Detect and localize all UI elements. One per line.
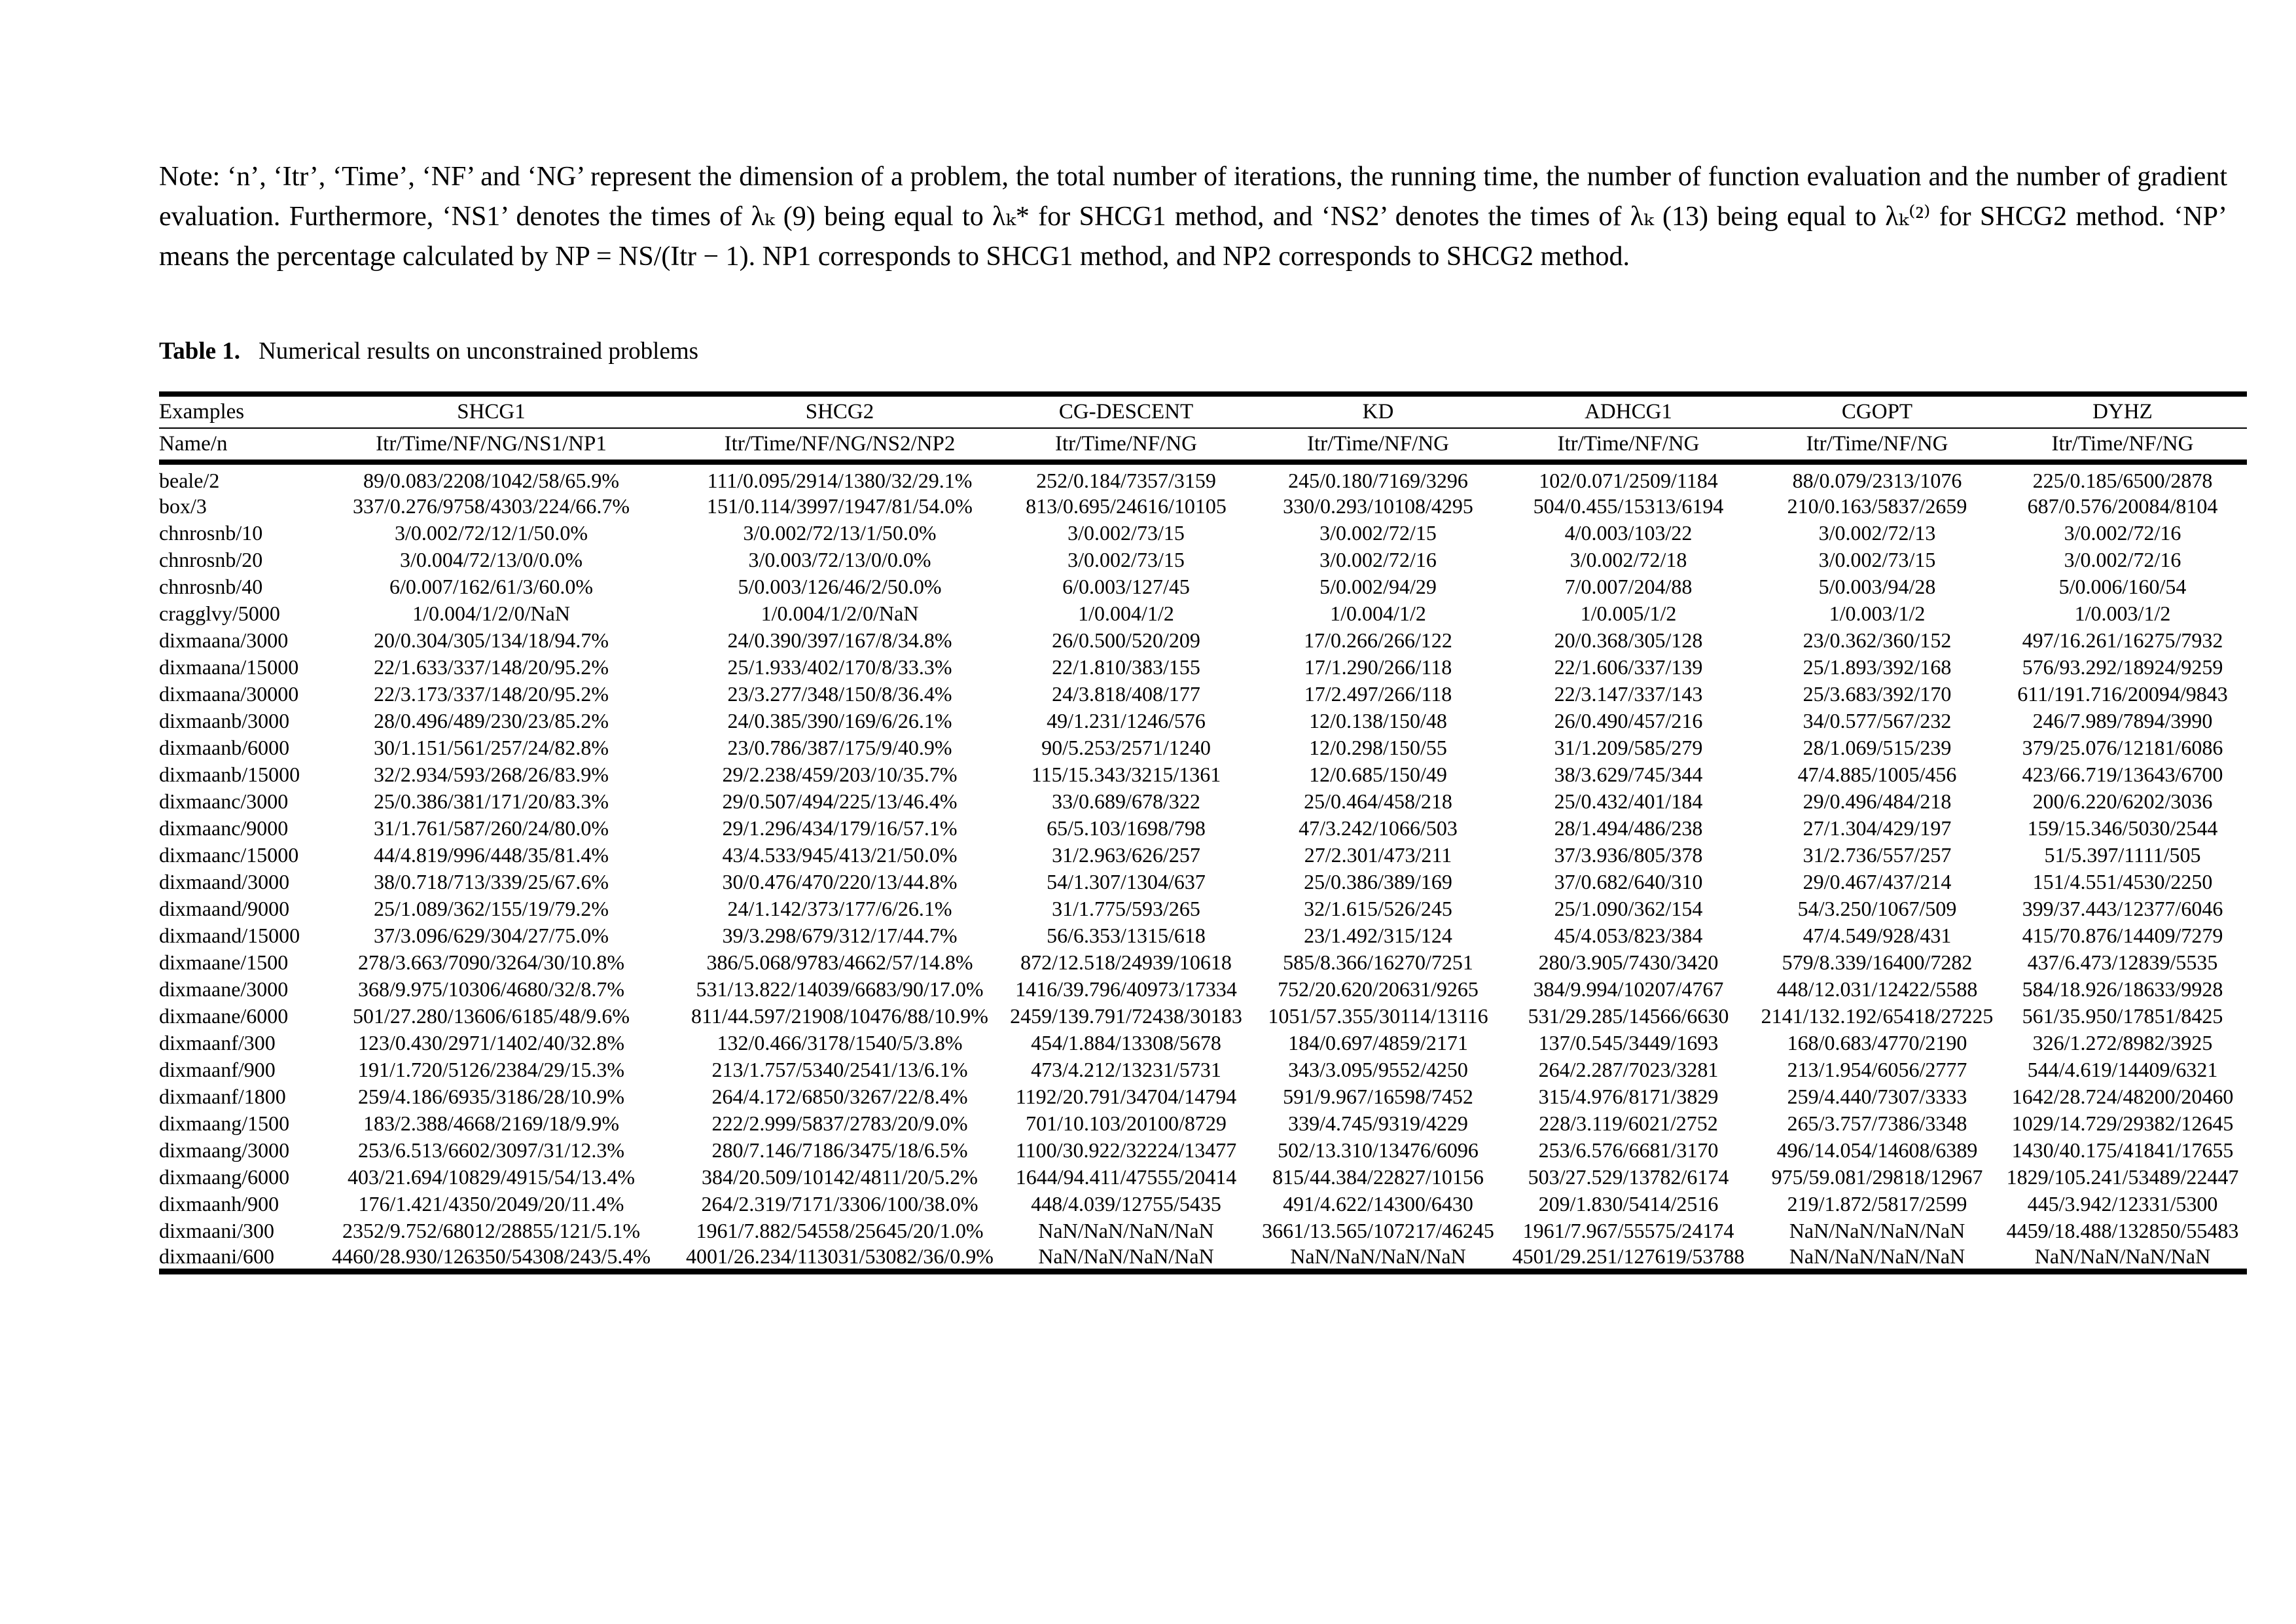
result-cell: 386/5.068/9783/4662/57/14.8% (706, 950, 973, 974)
result-cell: 445/3.942/12331/5300 (2027, 1192, 2218, 1216)
example-name-cell: dixmaanb/15000 (159, 763, 300, 786)
result-cell: 123/0.430/2971/1402/40/32.8% (357, 1031, 625, 1055)
result-cell: 315/4.976/8171/3829 (1538, 1085, 1719, 1108)
result-cell: 252/0.184/7357/3159 (1036, 469, 1216, 492)
result-cell: 37/3.096/629/304/27/75.0% (373, 924, 609, 947)
result-cell: 27/2.301/473/211 (1304, 843, 1452, 867)
result-cell: 17/1.290/266/118 (1304, 655, 1452, 679)
result-cell: 496/14.054/14608/6389 (1776, 1138, 1978, 1162)
result-cell: 253/6.513/6602/3097/31/12.3% (357, 1138, 625, 1162)
result-cell: 368/9.975/10306/4680/32/8.7% (357, 977, 625, 1001)
table-row (159, 1056, 2247, 1083)
result-cell: 47/4.885/1005/456 (1797, 763, 1957, 786)
result-cell: 813/0.695/24616/10105 (1026, 494, 1227, 518)
result-cell: 209/1.830/5414/2516 (1538, 1192, 1719, 1216)
result-cell: 454/1.884/13308/5678 (1031, 1031, 1221, 1055)
subheader-shcg2-metrics: Itr/Time/NF/NG/NS2/NP2 (683, 428, 997, 462)
example-name-cell: dixmaand/3000 (159, 870, 290, 893)
result-cell: 213/1.757/5340/2541/13/6.1% (711, 1058, 968, 1081)
result-cell: 872/12.518/24939/10618 (1020, 950, 1232, 974)
result-cell: 12/0.685/150/49 (1309, 763, 1447, 786)
result-cell: 30/1.151/561/257/24/82.8% (373, 736, 609, 759)
table-header-group-row (159, 394, 2247, 428)
result-cell: 330/0.293/10108/4295 (1283, 494, 1473, 518)
result-cell: 503/27.529/13782/6174 (1528, 1165, 1729, 1189)
column-header-kd: KD (1255, 394, 1501, 428)
example-name-cell: box/3 (159, 494, 207, 518)
table-row (159, 895, 2247, 922)
result-cell: 544/4.619/14409/6321 (2027, 1058, 2218, 1081)
result-cell: 176/1.421/4350/2049/20/11.4% (358, 1192, 624, 1216)
result-cell: 24/3.818/408/177 (1052, 682, 1200, 706)
result-cell: 37/0.682/640/310 (1554, 870, 1703, 893)
result-cell: 531/13.822/14039/6683/90/17.0% (696, 977, 984, 1001)
result-cell: 31/1.775/593/265 (1052, 897, 1200, 920)
result-cell: 2459/139.791/72438/30183 (1010, 1004, 1242, 1028)
table-row (159, 1137, 2247, 1164)
result-cell: 448/4.039/12755/5435 (1031, 1192, 1221, 1216)
result-cell: 17/2.497/266/118 (1304, 682, 1452, 706)
result-cell: 3/0.002/72/13 (1818, 521, 1936, 545)
result-cell: 43/4.533/945/413/21/50.0% (722, 843, 958, 867)
result-cell: 24/1.142/373/177/6/26.1% (727, 897, 952, 920)
subheader-name-n: Name/n (159, 428, 300, 462)
result-cell: 25/0.386/389/169 (1304, 870, 1452, 893)
table-row (159, 949, 2247, 976)
result-cell: 184/0.697/4859/2171 (1288, 1031, 1468, 1055)
example-name-cell: dixmaana/3000 (159, 628, 289, 652)
result-cell: 47/3.242/1066/503 (1299, 816, 1458, 840)
table-row (159, 976, 2247, 1003)
result-cell: 339/4.745/9319/4229 (1288, 1111, 1468, 1135)
result-cell: 12/0.298/150/55 (1309, 736, 1447, 759)
result-cell: 26/0.500/520/209 (1052, 628, 1200, 652)
example-name-cell: dixmaanc/3000 (159, 789, 289, 813)
result-cell: 24/0.390/397/167/8/34.8% (727, 628, 952, 652)
result-cell: NaN/NaN/NaN/NaN (2034, 1244, 2211, 1268)
result-cell: 591/9.967/16598/7452 (1283, 1085, 1473, 1108)
example-name-cell: dixmaane/3000 (159, 977, 289, 1001)
result-cell: 22/1.810/383/155 (1052, 655, 1200, 679)
result-cell: 225/0.185/6500/2878 (2032, 469, 2213, 492)
example-name-cell: chnrosnb/20 (159, 548, 263, 571)
table-header-sub-row (159, 428, 2247, 462)
result-cell: 228/3.119/6021/2752 (1539, 1111, 1718, 1135)
result-cell: 115/15.343/3215/1361 (1031, 763, 1221, 786)
result-cell: 183/2.388/4668/2169/18/9.9% (363, 1111, 620, 1135)
result-cell: 4/0.003/103/22 (1564, 521, 1693, 545)
result-cell: 3/0.002/72/15 (1319, 521, 1437, 545)
result-cell: 687/0.576/20084/8104 (2027, 494, 2218, 518)
example-name-cell: chnrosnb/40 (159, 575, 263, 598)
table-row (159, 1164, 2247, 1191)
result-cell: 561/35.950/17851/8425 (2022, 1004, 2223, 1028)
example-name-cell: dixmaang/3000 (159, 1138, 290, 1162)
result-cell: 26/0.490/457/216 (1554, 709, 1703, 732)
result-cell: 253/6.576/6681/3170 (1538, 1138, 1719, 1162)
result-cell: 25/0.386/381/171/20/83.3% (373, 789, 609, 813)
result-cell: 47/4.549/928/431 (1803, 924, 1952, 947)
table-row (159, 493, 2247, 520)
result-cell: 611/191.716/20094/9843 (2017, 682, 2228, 706)
result-cell: 584/18.926/18633/9928 (2022, 977, 2223, 1001)
result-cell: 3661/13.565/107217/46245 (1262, 1219, 1494, 1242)
result-cell: 448/12.031/12422/5588 (1776, 977, 1978, 1001)
result-cell: 4501/29.251/127619/53788 (1512, 1244, 1745, 1268)
table-row (159, 788, 2247, 815)
result-cell: 1/0.004/1/2/0/NaN (761, 602, 919, 625)
result-cell: 6/0.003/127/45 (1062, 575, 1190, 598)
result-cell: 31/2.963/626/257 (1052, 843, 1200, 867)
result-cell: 1100/30.922/32224/13477 (1015, 1138, 1237, 1162)
result-cell: 12/0.138/150/48 (1309, 709, 1447, 732)
table-caption (159, 337, 698, 365)
result-cell: 585/8.366/16270/7251 (1283, 950, 1473, 974)
result-cell: 88/0.079/2313/1076 (1792, 469, 1962, 492)
result-cell: 5/0.003/126/46/2/50.0% (738, 575, 942, 598)
result-cell: 579/8.339/16400/7282 (1782, 950, 1973, 974)
result-cell: 1/0.004/1/2 (1330, 602, 1426, 625)
table-row (159, 1244, 2247, 1272)
example-name-cell: dixmaana/30000 (159, 682, 299, 706)
result-cell: 473/4.212/13231/5731 (1031, 1058, 1221, 1081)
result-cell: 4460/28.930/126350/54308/243/5.4% (331, 1244, 651, 1268)
example-name-cell: dixmaang/6000 (159, 1165, 290, 1189)
result-cell: 811/44.597/21908/10476/88/10.9% (691, 1004, 988, 1028)
column-header-dyhz: DYHZ (1998, 394, 2247, 428)
result-cell: 151/0.114/3997/1947/81/54.0% (707, 494, 973, 518)
result-cell: 3/0.002/73/15 (1067, 548, 1185, 571)
column-header-cgopt: CGOPT (1756, 394, 1998, 428)
result-cell: 3/0.002/72/13/1/50.0% (743, 521, 937, 545)
result-cell: 1642/28.724/48200/20460 (2011, 1085, 2234, 1108)
example-name-cell: dixmaanf/300 (159, 1031, 276, 1055)
result-cell: 5/0.006/160/54 (2058, 575, 2187, 598)
table-row (159, 842, 2247, 869)
result-cell: 29/1.296/434/179/16/57.1% (722, 816, 958, 840)
result-cell: 3/0.002/72/18 (1570, 548, 1687, 571)
result-cell: 28/1.069/515/239 (1803, 736, 1952, 759)
table-row (159, 1218, 2247, 1244)
result-cell: 1/0.004/1/2 (1078, 602, 1174, 625)
example-name-cell: dixmaane/1500 (159, 950, 289, 974)
result-cell: 701/10.103/20100/8729 (1026, 1111, 1227, 1135)
result-cell: 245/0.180/7169/3296 (1288, 469, 1468, 492)
result-cell: 264/4.172/6850/3267/22/8.4% (711, 1085, 968, 1108)
subheader-kd-metrics: Itr/Time/NF/NG (1255, 428, 1501, 462)
result-cell: 38/0.718/713/339/25/67.6% (373, 870, 609, 893)
result-cell: 32/2.934/593/268/26/83.9% (373, 763, 609, 786)
example-name-cell: dixmaani/600 (159, 1244, 274, 1268)
column-header-cg-descent: CG-DESCENT (997, 394, 1255, 428)
result-cell: 3/0.002/72/12/1/50.0% (394, 521, 588, 545)
result-cell: 22/1.633/337/148/20/95.2% (373, 655, 609, 679)
result-cell: 33/0.689/678/322 (1052, 789, 1200, 813)
result-cell: 51/5.397/1111/505 (2044, 843, 2201, 867)
result-cell: 23/0.362/360/152 (1803, 628, 1952, 652)
example-name-cell: dixmaanf/900 (159, 1058, 276, 1081)
result-cell: 1051/57.355/30114/13116 (1268, 1004, 1488, 1028)
table-row (159, 922, 2247, 949)
subheader-cgopt-metrics: Itr/Time/NF/NG (1756, 428, 1998, 462)
example-name-cell: dixmaanf/1800 (159, 1085, 286, 1108)
result-cell: 22/3.173/337/148/20/95.2% (373, 682, 609, 706)
result-cell: 1961/7.882/54558/25645/20/1.0% (696, 1219, 984, 1242)
table-row (159, 627, 2247, 654)
result-cell: 3/0.002/73/15 (1067, 521, 1185, 545)
result-cell: 4459/18.488/132850/55483 (2006, 1219, 2239, 1242)
result-cell: 32/1.615/526/245 (1304, 897, 1452, 920)
result-cell: 3/0.002/72/16 (1319, 548, 1437, 571)
result-cell: 259/4.186/6935/3186/28/10.9% (357, 1085, 625, 1108)
result-cell: 504/0.455/15313/6194 (1533, 494, 1724, 518)
result-cell: 30/0.476/470/220/13/44.8% (722, 870, 958, 893)
result-cell: 1029/14.729/29382/12645 (2011, 1111, 2234, 1135)
result-cell: NaN/NaN/NaN/NaN (1789, 1219, 1965, 1242)
note-paragraph: Note: ‘n’, ‘Itr’, ‘Time’, ‘NF’ and ‘NG’ represent the dimension of a problem, the total number of iterations, the running time, the number of function evaluation and the number of gradient evaluation. Furthermore, ‘NS1’ denotes the times of λₖ (9) being equal to λₖ* for SHCG1 method, and ‘NS2’ denotes the times of λₖ (13) being equal to λₖ⁽²⁾ for SHCG2 method. ‘NP’ means the percentage calculated by NP = NS/(Itr − 1). NP1 corresponds to SHCG1 method, and NP2 corresponds to SHCG2 method. (159, 162, 2227, 272)
result-cell: 25/0.432/401/184 (1554, 789, 1703, 813)
result-cell: 7/0.007/204/88 (1564, 575, 1693, 598)
result-cell: 1416/39.796/40973/17334 (1015, 977, 1237, 1001)
result-cell: 20/0.368/305/128 (1554, 628, 1703, 652)
result-cell: 191/1.720/5126/2384/29/15.3% (357, 1058, 625, 1081)
result-cell: 1829/105.241/53489/22447 (2006, 1165, 2239, 1189)
result-cell: 265/3.757/7386/3348 (1787, 1111, 1967, 1135)
table-row (159, 1083, 2247, 1110)
table-row (159, 654, 2247, 681)
result-cell: 1644/94.411/47555/20414 (1015, 1165, 1237, 1189)
result-cell: 132/0.466/3178/1540/5/3.8% (717, 1031, 963, 1055)
result-cell: 65/5.103/1698/798 (1047, 816, 1206, 840)
column-header-examples: Examples (159, 394, 300, 428)
result-cell: 29/0.507/494/225/13/46.4% (722, 789, 958, 813)
result-cell: 399/37.443/12377/6046 (2022, 897, 2223, 920)
result-cell: 815/44.384/22827/10156 (1272, 1165, 1484, 1189)
table-row (159, 573, 2247, 600)
result-cell: 280/7.146/7186/3475/18/6.5% (711, 1138, 968, 1162)
result-cell: 151/4.551/4530/2250 (2032, 870, 2213, 893)
result-cell: 111/0.095/2914/1380/32/29.1% (707, 469, 973, 492)
table-row (159, 869, 2247, 895)
result-cell: 25/1.089/362/155/19/79.2% (373, 897, 609, 920)
result-cell: 25/1.933/402/170/8/33.3% (727, 655, 952, 679)
result-cell: 22/1.606/337/139 (1554, 655, 1703, 679)
result-cell: 3/0.004/72/13/0/0.0% (399, 548, 583, 571)
table-caption-text: Numerical results on unconstrained problems (259, 338, 699, 365)
result-cell: 384/9.994/10207/4767 (1533, 977, 1724, 1001)
result-cell: 24/0.385/390/169/6/26.1% (727, 709, 952, 732)
example-name-cell: beale/2 (159, 469, 220, 492)
column-header-shcg1: SHCG1 (300, 394, 683, 428)
result-cell: 29/0.496/484/218 (1803, 789, 1952, 813)
example-name-cell: dixmaang/1500 (159, 1111, 290, 1135)
result-cell: 502/13.310/13476/6096 (1278, 1138, 1479, 1162)
result-cell: 31/1.761/587/260/24/80.0% (373, 816, 609, 840)
result-cell: 137/0.545/3449/1693 (1538, 1031, 1719, 1055)
subheader-shcg1-metrics: Itr/Time/NF/NG/NS1/NP1 (300, 428, 683, 462)
result-cell: 23/1.492/315/124 (1304, 924, 1452, 947)
example-name-cell: dixmaanb/6000 (159, 736, 290, 759)
result-cell: 384/20.509/10142/4811/20/5.2% (702, 1165, 978, 1189)
column-header-adhcg1: ADHCG1 (1501, 394, 1756, 428)
result-cell: 56/6.353/1315/618 (1047, 924, 1206, 947)
result-cell: 54/3.250/1067/509 (1797, 897, 1957, 920)
result-cell: 54/1.307/1304/637 (1047, 870, 1206, 893)
result-cell: 1/0.005/1/2 (1580, 602, 1677, 625)
result-cell: 25/1.893/392/168 (1803, 655, 1952, 679)
result-cell: 89/0.083/2208/1042/58/65.9% (363, 469, 620, 492)
table-row (159, 681, 2247, 708)
table-row (159, 1110, 2247, 1137)
subheader-cg-descent-metrics: Itr/Time/NF/NG (997, 428, 1255, 462)
table-row (159, 761, 2247, 788)
table-row (159, 600, 2247, 627)
result-cell: 326/1.272/8982/3925 (2032, 1031, 2213, 1055)
result-cell: NaN/NaN/NaN/NaN (1290, 1244, 1466, 1268)
table-header (159, 394, 2247, 462)
result-cell: 23/3.277/348/150/8/36.4% (727, 682, 952, 706)
result-cell: 246/7.989/7894/3990 (2032, 709, 2213, 732)
table-row (159, 1003, 2247, 1030)
result-cell: 264/2.287/7023/3281 (1538, 1058, 1719, 1081)
result-cell: 210/0.163/5837/2659 (1787, 494, 1967, 518)
result-cell: 2141/132.192/65418/27225 (1761, 1004, 1994, 1028)
result-cell: 1/0.003/1/2 (1829, 602, 1926, 625)
table-row (159, 1030, 2247, 1056)
example-name-cell: dixmaanc/9000 (159, 816, 289, 840)
result-cell: 278/3.663/7090/3264/30/10.8% (357, 950, 625, 974)
result-cell: 219/1.872/5817/2599 (1787, 1192, 1967, 1216)
result-cell: 200/6.220/6202/3036 (2032, 789, 2213, 813)
result-cell: 3/0.002/72/16 (2064, 548, 2181, 571)
result-cell: 1/0.004/1/2/0/NaN (412, 602, 570, 625)
result-cell: 222/2.999/5837/2783/20/9.0% (711, 1111, 968, 1135)
result-cell: 44/4.819/996/448/35/81.4% (373, 843, 609, 867)
table-row (159, 708, 2247, 734)
result-cell: 3/0.002/73/15 (1818, 548, 1936, 571)
example-name-cell: dixmaane/6000 (159, 1004, 289, 1028)
result-cell: 29/0.467/437/214 (1803, 870, 1952, 893)
result-cell: 29/2.238/459/203/10/35.7% (722, 763, 958, 786)
result-cell: 337/0.276/9758/4303/224/66.7% (352, 494, 630, 518)
table-row (159, 1191, 2247, 1218)
result-cell: 6/0.007/162/61/3/60.0% (389, 575, 594, 598)
result-cell: 379/25.076/12181/6086 (2022, 736, 2223, 759)
result-cell: 20/0.304/305/134/18/94.7% (373, 628, 609, 652)
result-cell: 38/3.629/745/344 (1554, 763, 1703, 786)
example-name-cell: dixmaand/9000 (159, 897, 290, 920)
result-cell: 531/29.285/14566/6630 (1528, 1004, 1729, 1028)
result-cell: 4001/26.234/113031/53082/36/0.9% (686, 1244, 994, 1268)
subheader-adhcg1-metrics: Itr/Time/NF/NG (1501, 428, 1756, 462)
result-cell: 975/59.081/29818/12967 (1771, 1165, 1983, 1189)
result-cell: 27/1.304/429/197 (1803, 816, 1952, 840)
result-cell: 34/0.577/567/232 (1803, 709, 1952, 732)
result-cell: 37/3.936/805/378 (1554, 843, 1703, 867)
result-cell: 280/3.905/7430/3420 (1538, 950, 1719, 974)
table-caption-label: Table 1. (159, 338, 241, 365)
result-cell: 213/1.954/6056/2777 (1787, 1058, 1967, 1081)
result-cell: 497/16.261/16275/7932 (2022, 628, 2223, 652)
result-cell: 5/0.003/94/28 (1818, 575, 1936, 598)
results-table (159, 391, 2247, 1274)
example-name-cell: cragglvy/5000 (159, 602, 280, 625)
result-cell: 264/2.319/7171/3306/100/38.0% (701, 1192, 978, 1216)
result-cell: 5/0.002/94/29 (1319, 575, 1437, 598)
table-row (159, 462, 2247, 493)
result-cell: 1/0.003/1/2 (2074, 602, 2171, 625)
result-cell: 25/1.090/362/154 (1554, 897, 1703, 920)
result-cell: NaN/NaN/NaN/NaN (1038, 1219, 1214, 1242)
result-cell: 31/2.736/557/257 (1803, 843, 1952, 867)
result-cell: 576/93.292/18924/9259 (2022, 655, 2223, 679)
table-row (159, 520, 2247, 547)
result-cell: 168/0.683/4770/2190 (1787, 1031, 1967, 1055)
example-name-cell: dixmaand/15000 (159, 924, 300, 947)
result-cell: 437/6.473/12839/5535 (2027, 950, 2218, 974)
result-cell: 102/0.071/2509/1184 (1539, 469, 1718, 492)
example-name-cell: chnrosnb/10 (159, 521, 263, 545)
result-cell: 23/0.786/387/175/9/40.9% (727, 736, 952, 759)
table-row (159, 815, 2247, 842)
result-cell: 343/3.095/9552/4250 (1288, 1058, 1468, 1081)
result-cell: 3/0.002/72/16 (2064, 521, 2181, 545)
table-row (159, 734, 2247, 761)
example-name-cell: dixmaanh/900 (159, 1192, 279, 1216)
result-cell: 17/0.266/266/122 (1304, 628, 1452, 652)
result-cell: 45/4.053/823/384 (1554, 924, 1703, 947)
result-cell: 1192/20.791/34704/14794 (1015, 1085, 1237, 1108)
result-cell: 39/3.298/679/312/17/44.7% (722, 924, 958, 947)
result-cell: 31/1.209/585/279 (1554, 736, 1703, 759)
table-row (159, 547, 2247, 573)
result-cell: 159/15.346/5030/2544 (2027, 816, 2218, 840)
result-cell: 491/4.622/14300/6430 (1283, 1192, 1473, 1216)
result-cell: 259/4.440/7307/3333 (1787, 1085, 1967, 1108)
result-cell: 28/1.494/486/238 (1554, 816, 1703, 840)
result-cell: 752/20.620/20631/9265 (1278, 977, 1479, 1001)
result-cell: 403/21.694/10829/4915/54/13.4% (347, 1165, 636, 1189)
result-cell: 49/1.231/1246/576 (1047, 709, 1206, 732)
result-cell: 25/3.683/392/170 (1803, 682, 1952, 706)
table-body (159, 462, 2247, 1272)
result-cell: 415/70.876/14409/7279 (2022, 924, 2223, 947)
example-name-cell: dixmaanc/15000 (159, 843, 299, 867)
result-cell: 3/0.003/72/13/0/0.0% (748, 548, 931, 571)
result-cell: 22/3.147/337/143 (1554, 682, 1703, 706)
example-name-cell: dixmaani/300 (159, 1219, 274, 1242)
result-cell: 501/27.280/13606/6185/48/9.6% (352, 1004, 630, 1028)
result-cell: 90/5.253/2571/1240 (1041, 736, 1211, 759)
result-cell: NaN/NaN/NaN/NaN (1789, 1244, 1965, 1268)
result-cell: 423/66.719/13643/6700 (2022, 763, 2223, 786)
example-name-cell: dixmaanb/3000 (159, 709, 290, 732)
result-cell: 1961/7.967/55575/24174 (1522, 1219, 1734, 1242)
result-cell: 25/0.464/458/218 (1304, 789, 1452, 813)
result-cell: 28/0.496/489/230/23/85.2% (373, 709, 609, 732)
result-cell: 1430/40.175/41841/17655 (2011, 1138, 2234, 1162)
subheader-dyhz-metrics: Itr/Time/NF/NG (1998, 428, 2247, 462)
example-name-cell: dixmaana/15000 (159, 655, 299, 679)
column-header-shcg2: SHCG2 (683, 394, 997, 428)
result-cell: 2352/9.752/68012/28855/121/5.1% (342, 1219, 641, 1242)
result-cell: NaN/NaN/NaN/NaN (1038, 1244, 1214, 1268)
